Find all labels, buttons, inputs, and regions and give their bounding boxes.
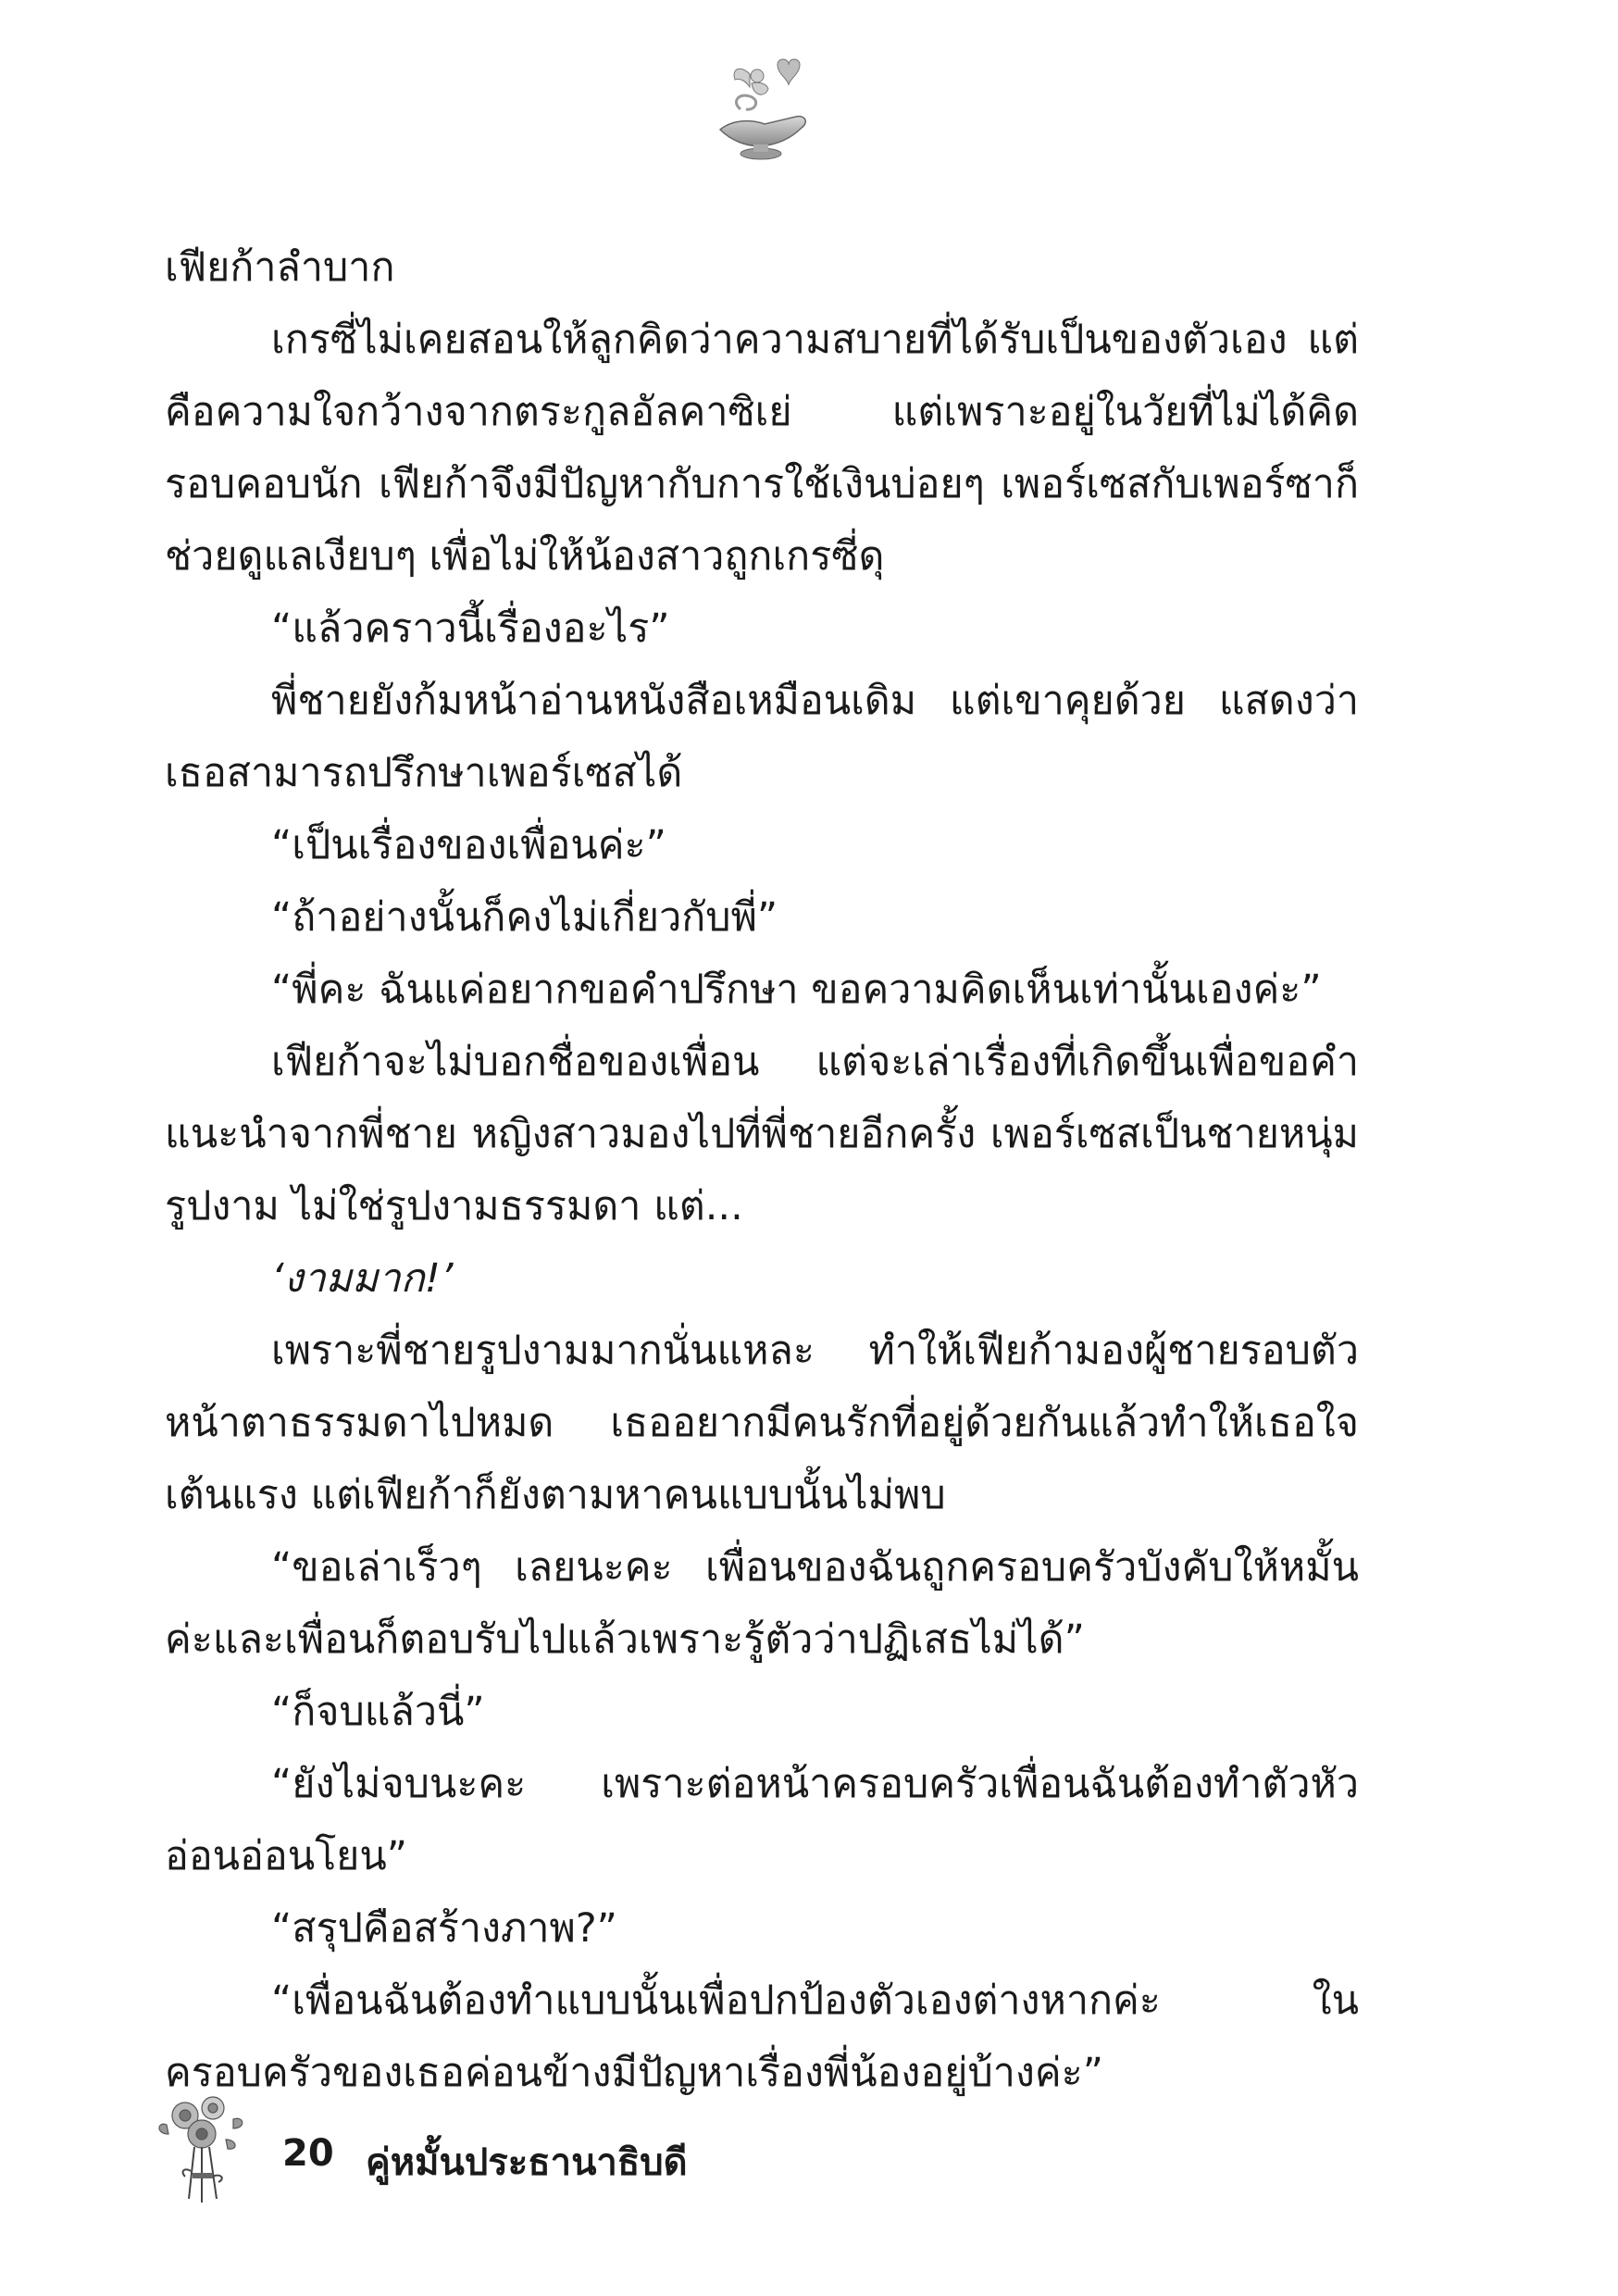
- paragraph: “ยังไม่จบนะคะ เพราะต่อหน้าครอบครัวเพื่อนฉันต้องทำตัวหัวอ่อนอ่อนโยน”: [165, 1761, 1359, 1879]
- paragraph: เฟียก้าจะไม่บอกชื่อของเพื่อน แต่จะเล่าเรื่องที่เกิดขึ้นเพื่อขอคำแนะนำจากพี่ชาย หญิงสาวมองไปที่พี่ชายอีกครั้ง เพอร์เซสเป็นชายหนุ่มรูปงาม ไม่ใช่รูปงามธรรมดา แต่...: [165, 1039, 1359, 1229]
- paragraph: เฟียก้าลำบาก: [165, 244, 395, 291]
- page-number: 20: [282, 2132, 334, 2175]
- cupid-lamp-icon: [713, 56, 815, 167]
- paragraph: “สรุปคือสร้างภาพ?”: [271, 1905, 617, 1952]
- paragraph: “ขอเล่าเร็วๆ เลยนะคะ เพื่อนของฉันถูกครอบครัวบังคับให้หมั้นค่ะและเพื่อนก็ตอบรับไปแล้วเพราะรู้ตัวว่าปฏิเสธไม่ได้”: [165, 1544, 1359, 1663]
- paragraph: “แล้วคราวนี้เรื่องอะไร”: [271, 605, 670, 652]
- paragraph: พี่ชายยังก้มหน้าอ่านหนังสือเหมือนเดิม แต่เขาคุยด้วย แสดงว่าเธอสามารถปรึกษาเพอร์เซสได้: [165, 678, 1359, 796]
- paragraph: “เป็นเรื่องของเพื่อนค่ะ”: [271, 822, 666, 868]
- book-title: คู่หมั้นประธานาธิบดี: [366, 2141, 688, 2184]
- paragraph: เกรซี่ไม่เคยสอนให้ลูกคิดว่าความสบายที่ได้รับเป็นของตัวเอง แต่คือความใจกว้างจากตระกูลอัลคาซิเย่ แต่เพราะอยู่ในวัยที่ไม่ได้คิดรอบคอบนัก เฟียก้าจึงมีปัญหากับการใช้เงินบ่อยๆ เพอร์เซสกับเพอร์ซาก็ช่วยดูแลเงียบๆ เพื่อไม่ให้น้องสาวถูกเกรซี่ดุ: [165, 317, 1359, 580]
- paragraph: “พี่คะ ฉันแค่อยากขอคำปรึกษา ขอความคิดเห็นเท่านั้นเองค่ะ”: [271, 967, 1322, 1013]
- paragraph-italic: ‘งามมาก!’: [271, 1255, 454, 1302]
- paragraph: “ถ้าอย่างนั้นก็คงไม่เกี่ยวกับพี่”: [271, 894, 778, 941]
- body-text: [165, 231, 1359, 2109]
- paragraph: “เพื่อนฉันต้องทำแบบนั้นเพื่อปกป้องตัวเองต่างหากค่ะ ในครอบครัวของเธอค่อนข้างมีปัญหาเรื่องพี่น้องอยู่บ้างค่ะ”: [165, 1978, 1359, 2096]
- flower-bouquet-icon: [148, 2088, 268, 2208]
- paragraph: “ก็จบแล้วนี่”: [271, 1689, 485, 1735]
- paragraph: เพราะพี่ชายรูปงามมากนั่นแหละ ทำให้เฟียก้ามองผู้ชายรอบตัวหน้าตาธรรมดาไปหมด เธออยากมีคนรักที่อยู่ด้วยกันแล้วทำให้เธอใจเต้นแรง แต่เฟียก้าก็ยังตามหาคนแบบนั้นไม่พบ: [165, 1328, 1359, 1518]
- page-footer: [148, 2088, 796, 2208]
